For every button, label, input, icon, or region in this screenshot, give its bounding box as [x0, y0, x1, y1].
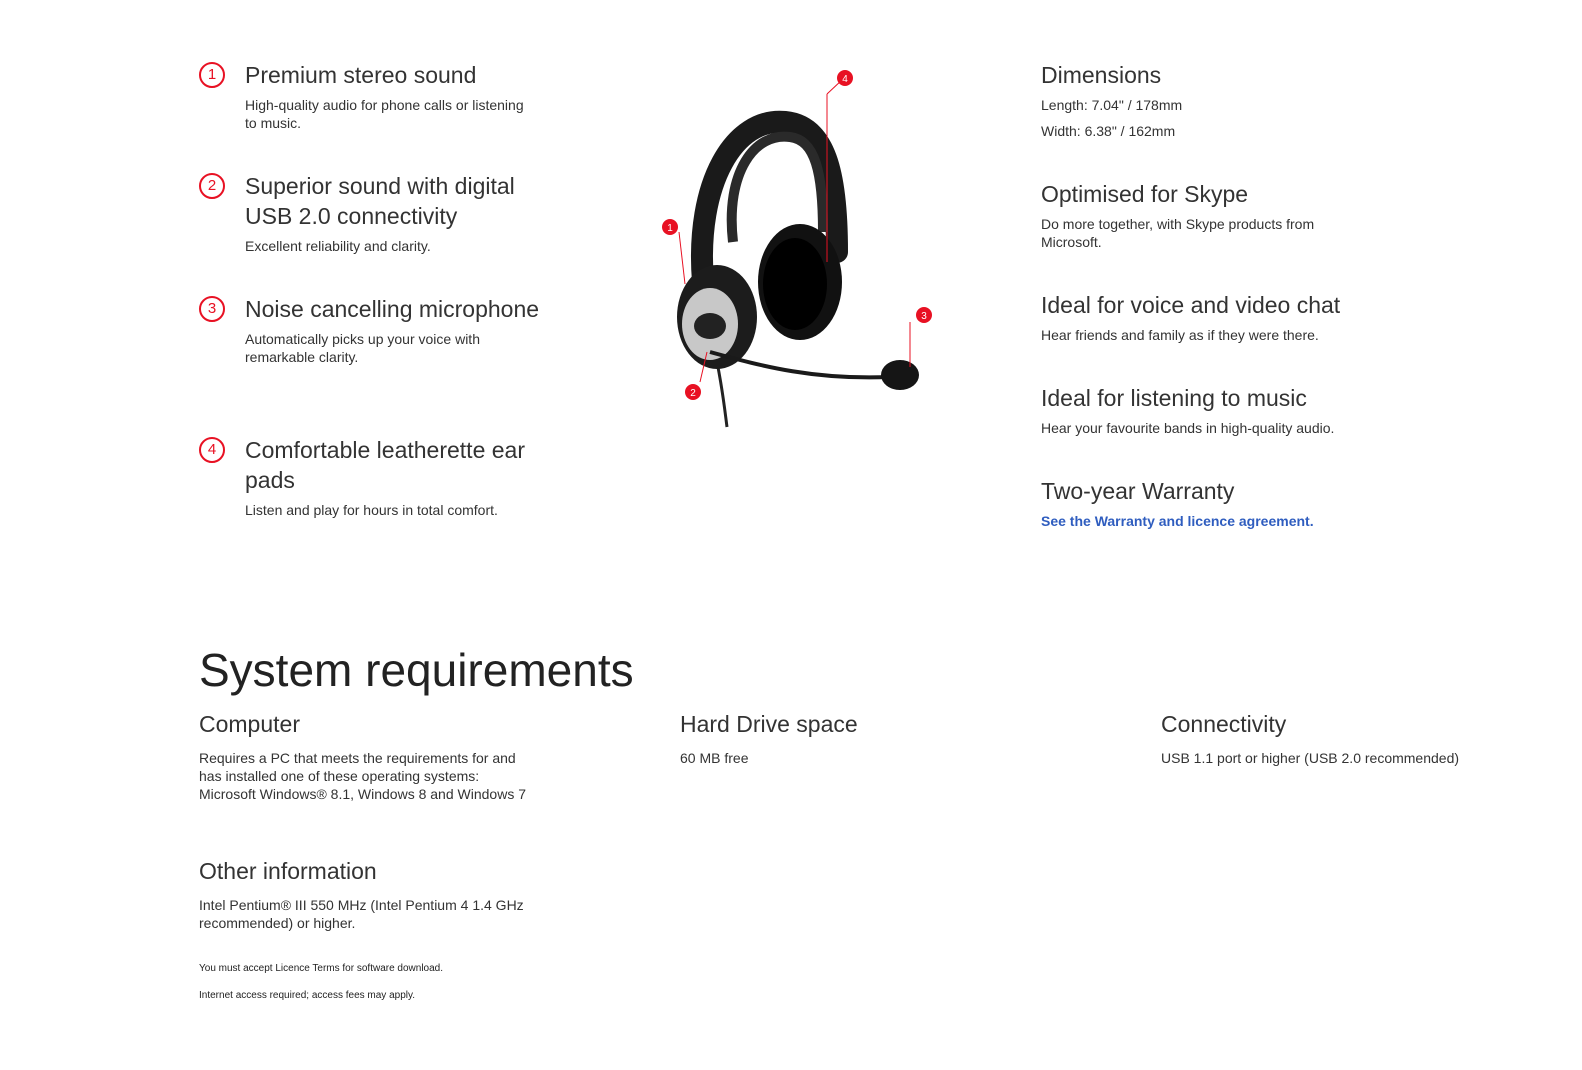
req-hard-drive [680, 709, 1020, 767]
feature-number-badge: 2 [199, 173, 225, 199]
feature-description: High-quality audio for phone calls or listening to music. [245, 97, 524, 131]
req-title: Other information [199, 858, 377, 884]
spec-title: Ideal for voice and video chat [1041, 292, 1341, 318]
req-description: USB 1.1 port or higher (USB 2.0 recommended) [1161, 750, 1460, 766]
req-title: Computer [199, 711, 300, 737]
spec-voice-video [1041, 290, 1401, 344]
headset-product-image [655, 62, 945, 432]
fine-print-licence: You must accept Licence Terms for software download. [199, 963, 444, 974]
feature-title: Premium stereo sound [245, 62, 477, 88]
req-computer [199, 709, 539, 803]
spec-dimensions [1041, 60, 1401, 140]
callout-label-2: 2 [690, 388, 696, 399]
spec-music [1041, 383, 1401, 437]
req-other-information [199, 856, 539, 932]
feature-number-badge: 1 [199, 62, 225, 88]
spec-warranty [1041, 476, 1401, 530]
spec-description: Hear your favourite bands in high-quality audio. [1041, 420, 1335, 436]
feature-title: Superior sound with digital USB 2.0 connectivity [245, 173, 515, 229]
callout-label-3: 3 [921, 311, 927, 322]
fine-print-internet: Internet access required; access fees may apply. [199, 990, 416, 1001]
feature-item-3 [199, 294, 559, 366]
spec-title: Optimised for Skype [1041, 181, 1249, 207]
warranty-link[interactable]: See the Warranty and licence agreement. [1041, 513, 1314, 529]
spec-title: Dimensions [1041, 62, 1162, 88]
req-connectivity [1161, 709, 1501, 767]
feature-description: Automatically picks up your voice with remarkable clarity. [245, 331, 480, 365]
spec-title: Two-year Warranty [1041, 478, 1235, 504]
feature-title: Comfortable leatherette ear pads [245, 437, 525, 493]
callout-label-4: 4 [842, 74, 848, 85]
spec-description: Hear friends and family as if they were there. [1041, 327, 1319, 343]
req-description: Requires a PC that meets the requirements for and has installed one of these operating systems: Microsoft Windows® 8.1, Windows 8 and Windows 7 [199, 750, 526, 802]
req-description: 60 MB free [680, 750, 749, 766]
feature-description: Listen and play for hours in total comfort. [245, 502, 498, 518]
feature-description: Excellent reliability and clarity. [245, 238, 431, 254]
feature-number-badge: 4 [199, 437, 225, 463]
req-description: Intel Pentium® III 550 MHz (Intel Pentium 4 1.4 GHz recommended) or higher. [199, 897, 524, 931]
callout-label-1: 1 [667, 223, 673, 234]
spec-description: Do more together, with Skype products from Microsoft. [1041, 216, 1315, 250]
spec-length: Length: 7.04" / 178mm [1041, 97, 1183, 113]
feature-item-1 [199, 60, 559, 132]
feature-title: Noise cancelling microphone [245, 296, 540, 322]
req-title: Connectivity [1161, 711, 1287, 737]
spec-skype [1041, 179, 1401, 251]
system-requirements-heading: System requirements [199, 644, 634, 696]
spec-width: Width: 6.38" / 162mm [1041, 123, 1176, 139]
feature-number-badge: 3 [199, 296, 225, 322]
feature-item-4 [199, 435, 559, 519]
feature-item-2 [199, 171, 559, 255]
spec-title: Ideal for listening to music [1041, 385, 1307, 411]
req-title: Hard Drive space [680, 711, 858, 737]
